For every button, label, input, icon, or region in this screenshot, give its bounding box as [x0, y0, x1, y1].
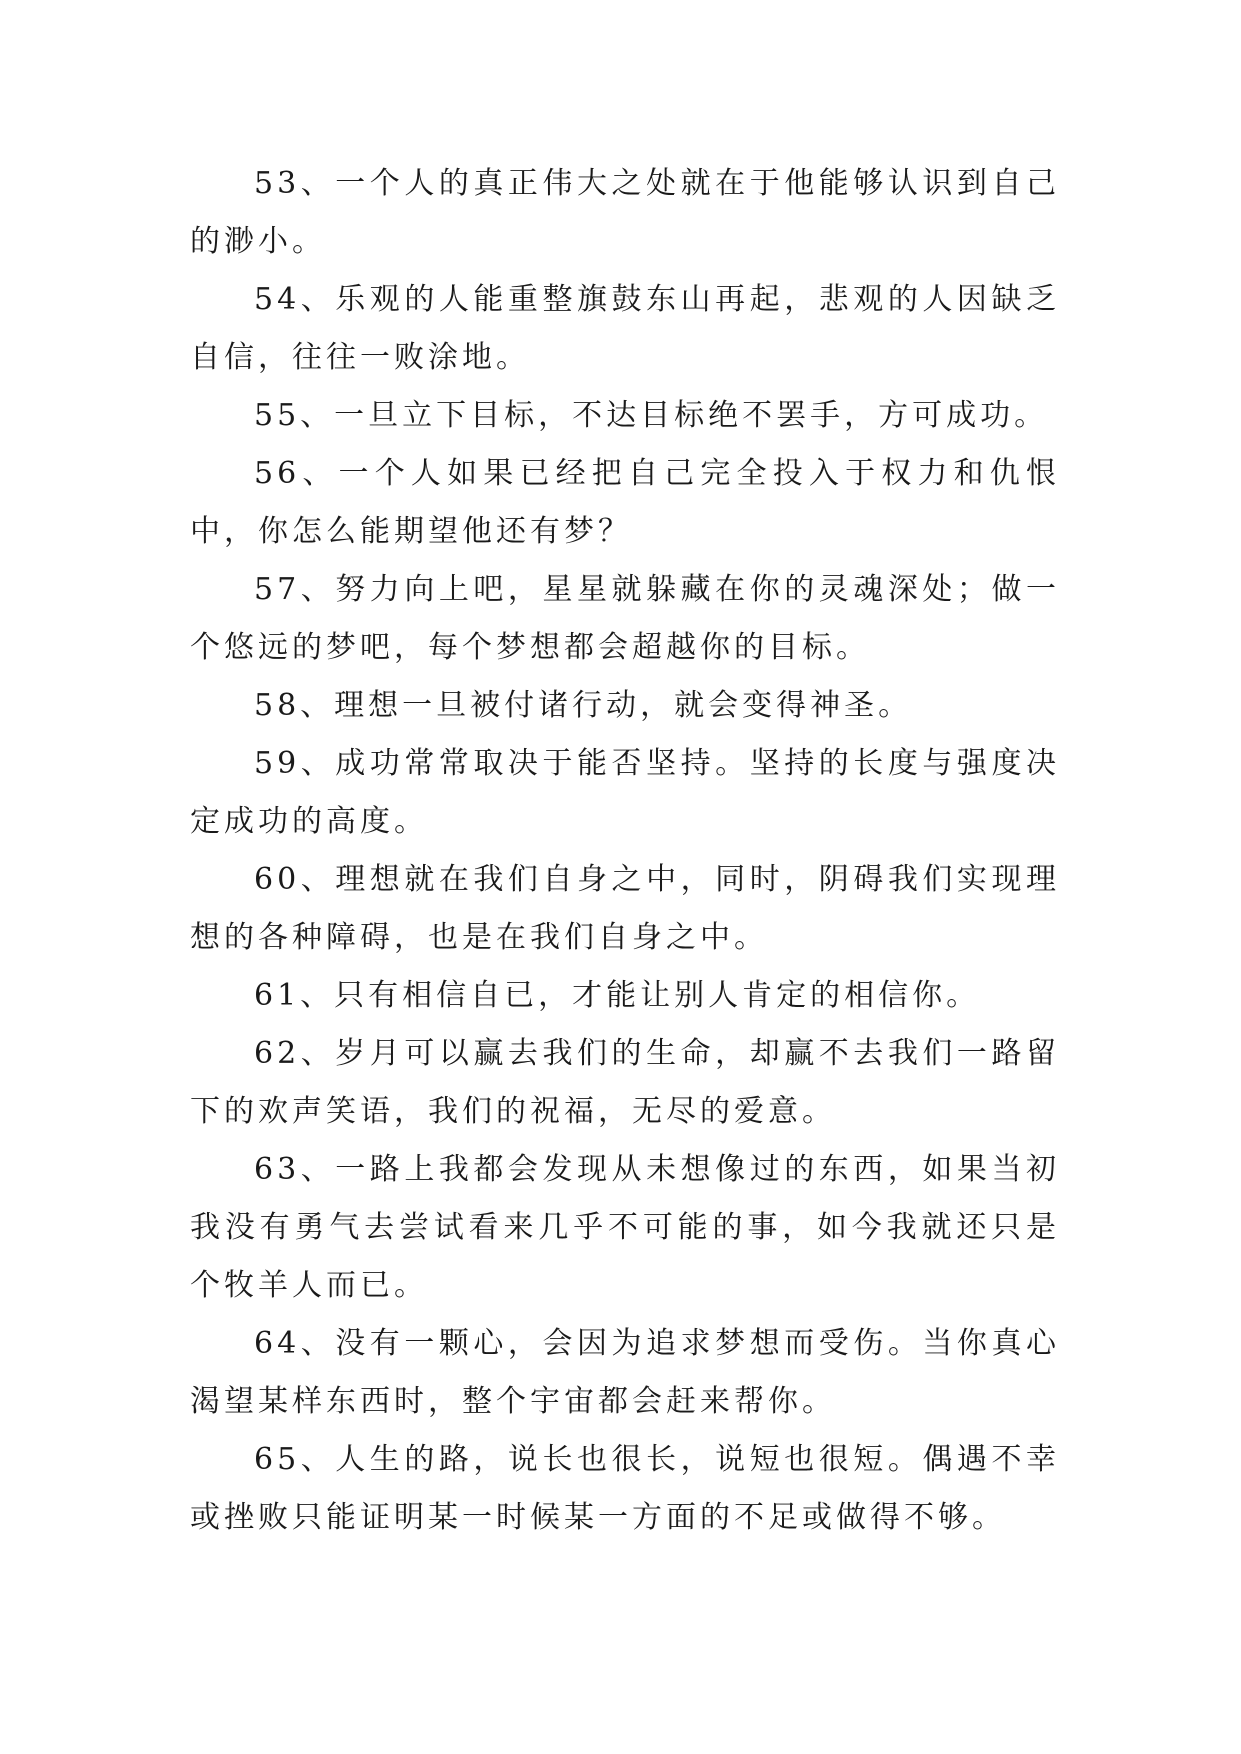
paragraph-56: 56、一个人如果已经把自己完全投入于权力和仇恨中，你怎么能期望他还有梦？ [190, 456, 1060, 549]
paragraph-64: 64、没有一颗心，会因为追求梦想而受伤。当你真心渴望某样东西时，整个宇宙都会赶来帮你。 [190, 1326, 1060, 1419]
paragraph-63: 63、一路上我都会发现从未想像过的东西，如果当初我没有勇气去尝试看来几乎不可能的事，如今我就还只是个牧羊人而已。 [190, 1152, 1060, 1303]
paragraph-53: 53、一个人的真正伟大之处就在于他能够认识到自己的渺小。 [190, 166, 1060, 259]
paragraph-58: 58、理想一旦被付诸行动，就会变得神圣。 [254, 688, 913, 723]
paragraph-57: 57、努力向上吧，星星就躲藏在你的灵魂深处；做一个悠远的梦吧，每个梦想都会超越你的目标。 [190, 572, 1060, 665]
paragraph-65: 65、人生的路，说长也很长，说短也很短。偶遇不幸或挫败只能证明某一时候某一方面的不足或做得不够。 [190, 1442, 1060, 1535]
paragraph-59: 59、成功常常取决于能否坚持。坚持的长度与强度决定成功的高度。 [190, 746, 1060, 839]
paragraph-55: 55、一旦立下目标，不达目标绝不罢手，方可成功。 [254, 398, 1049, 433]
paragraph-61: 61、只有相信自已，才能让别人肯定的相信你。 [254, 978, 981, 1013]
document-page [190, 155, 1060, 1547]
paragraph-62: 62、岁月可以赢去我们的生命，却赢不去我们一路留下的欢声笑语，我们的祝福，无尽的爱意。 [190, 1036, 1060, 1129]
paragraph-60: 60、理想就在我们自身之中，同时，阴碍我们实现理想的各种障碍，也是在我们自身之中。 [190, 862, 1060, 955]
paragraph-54: 54、乐观的人能重整旗鼓东山再起，悲观的人因缺乏自信，往往一败涂地。 [190, 282, 1060, 375]
